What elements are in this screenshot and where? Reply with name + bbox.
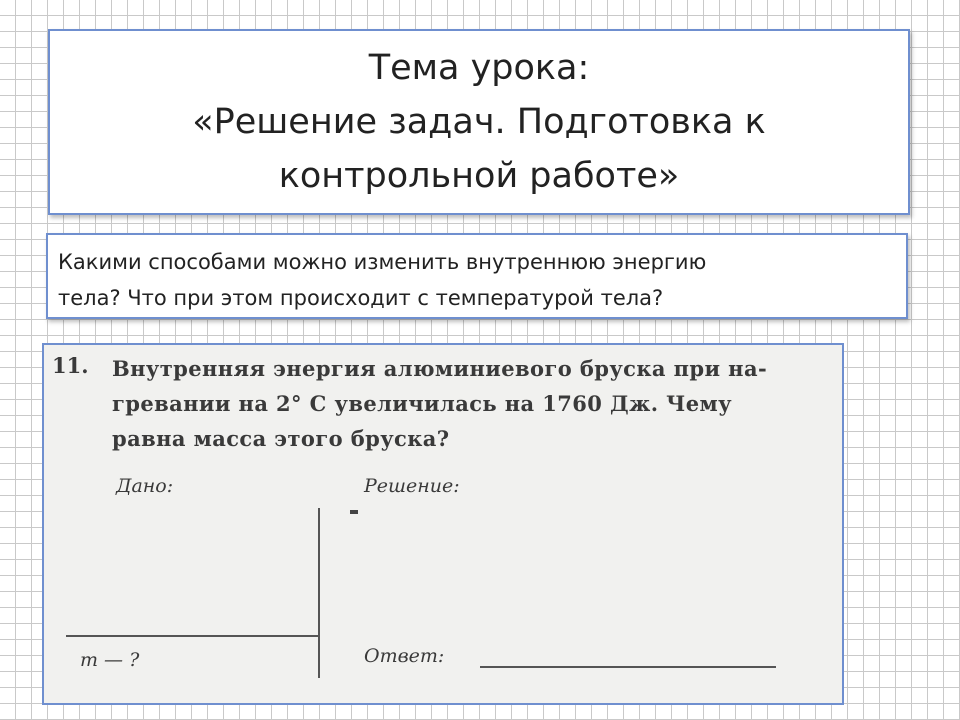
statement-line-3: равна масса этого бруска? xyxy=(112,426,450,451)
title-line-1: Тема урока: xyxy=(368,48,590,88)
title-line-3: контрольной работе» xyxy=(278,156,680,196)
problem-statement xyxy=(112,351,832,456)
statement-line-2: гревании на 2° С увеличилась на 1760 Дж. Чему xyxy=(112,391,732,416)
question-box xyxy=(46,233,908,319)
find-label: m — ? xyxy=(80,649,140,671)
solution-label: Решение: xyxy=(364,475,460,497)
title-line-2: «Решение задач. Подготовка к xyxy=(192,102,766,142)
given-divider-vertical xyxy=(318,508,320,678)
question-line-2: тела? Что при этом происходит с температурой тела? xyxy=(58,286,664,310)
given-divider-horizontal xyxy=(66,635,320,637)
question-line-1: Какими способами можно изменить внутреннюю энергию xyxy=(58,250,707,274)
slide-title-box xyxy=(48,29,910,215)
statement-line-1: Внутренняя энергия алюминиевого бруска при на- xyxy=(112,356,768,381)
answer-label: Ответ: xyxy=(364,645,445,667)
given-label: Дано: xyxy=(116,475,174,497)
answer-line xyxy=(480,666,776,668)
solution-mark xyxy=(350,510,358,514)
problem-scan xyxy=(42,343,844,705)
problem-number: 11. xyxy=(52,353,89,378)
